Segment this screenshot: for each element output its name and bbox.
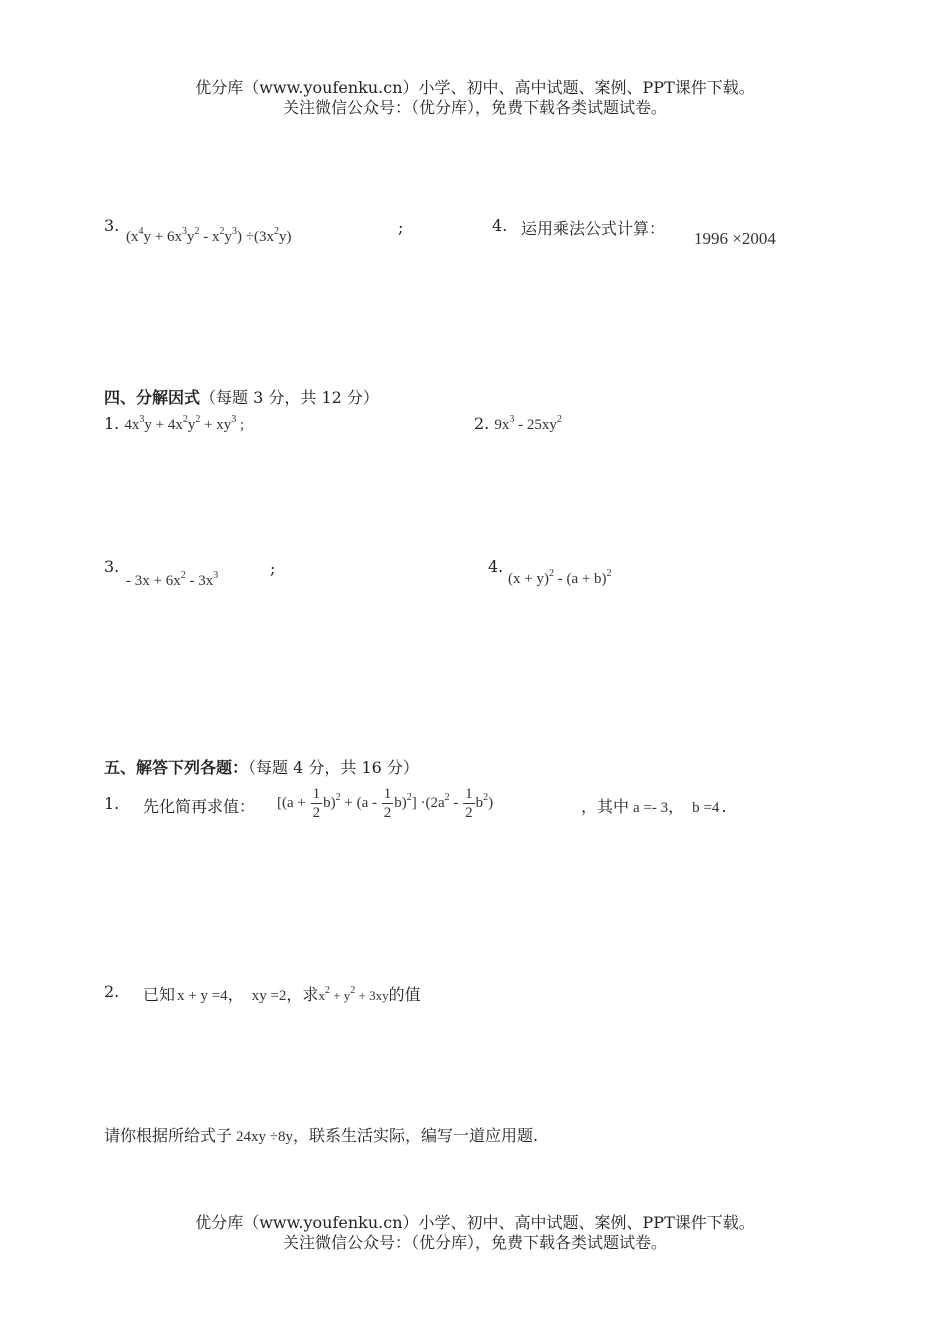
fraction-one-half: $\frac{1}{2}$ <box>383 786 392 822</box>
s5-question-1-condition: ，其中 a =- 3， b =4 . <box>581 797 727 816</box>
question-3-semicolon: ; <box>398 218 404 237</box>
s4-question-4-number: 4. <box>488 557 504 576</box>
footer-line-1: 优分库（www.youfenku.cn）小学、初中、高中试题、案例、PPT课件下载。 <box>195 1213 755 1232</box>
s4-question-3-expression: - $3x + 6x^2 - 3x^3$ <box>126 570 219 589</box>
fraction-one-half: $\frac{1}{2}$ <box>465 786 473 822</box>
header-line-1: 优分库（www.youfenku.cn）小学、初中、高中试题、案例、PPT课件下载。 <box>195 78 755 97</box>
header-line-2: 关注微信公众号：（优分库），免费下载各类试题试卷。 <box>282 98 667 117</box>
question-3-number: 3. <box>104 216 120 235</box>
question-3-expression: $(x^4y + 6x^3y^2 - x^2y^3) \div(3x^2y)$ <box>126 226 292 245</box>
s5-question-1-text: 先化简再求值： <box>143 797 256 816</box>
s4-question-2: 2. $9x^3 - 25xy^2$ <box>474 414 562 433</box>
fraction-one-half: $\frac{1}{2}$ <box>312 786 321 822</box>
s5-question-1-expression: [(a + $\frac{1}{2}$ b)$^2$ + (a - $\frac{1}{2}$ $b)^2] \cdot(2a^2$ - $\frac{1}{2}$ $b^2$) <box>277 786 494 822</box>
question-4-expression: 1996 ×2004 <box>694 229 776 248</box>
section-5-heading: 五、解答下列各题：（每题 4 分，共 16 分） <box>104 758 419 777</box>
s4-question-3-semicolon: ; <box>270 559 276 578</box>
s5-question-3-text: 请你根据所给式子 24xy ÷8y，联系生活实际，编写一道应用题. <box>104 1126 539 1145</box>
question-4-text: 运用乘法公式计算： <box>521 219 666 238</box>
s5-question-2-number: 2. <box>104 982 120 1001</box>
s4-question-1: 1. $4x^3y + 4x^2y^2 + xy^3$ ; <box>104 414 245 433</box>
s4-question-4-expression: $(x + y)^2 - (a + b)^2$ <box>508 568 612 587</box>
s5-question-2-text: 已知 x + y =4， xy =2，求$x^2 + y^2 + 3xy$的值 <box>143 985 421 1004</box>
section-4-heading: 四、分解因式（每题 3 分，共 12 分） <box>104 388 379 407</box>
question-4-number: 4. <box>492 216 508 235</box>
footer-line-2: 关注微信公众号：（优分库），免费下载各类试题试卷。 <box>282 1233 667 1252</box>
s5-question-1-number: 1. <box>104 794 120 813</box>
s4-question-3-number: 3. <box>104 557 120 576</box>
